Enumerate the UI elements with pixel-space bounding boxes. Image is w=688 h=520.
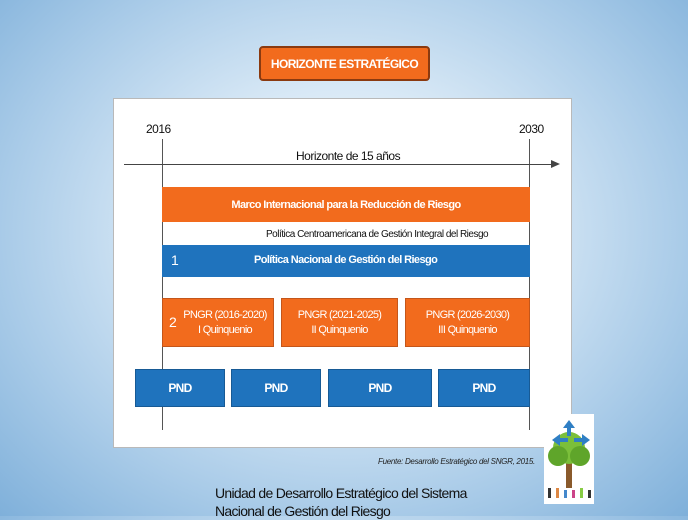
start-year: 2016 xyxy=(146,122,171,136)
timeline-axis xyxy=(124,164,552,165)
pngr-period: PNGR (2026-2030) xyxy=(425,308,510,321)
tree-logo-icon xyxy=(544,414,594,504)
pngr-number: 2 xyxy=(169,314,177,330)
politica-nacional-number: 1 xyxy=(171,252,179,268)
politica-nacional-bar xyxy=(162,245,530,277)
pnd-box-4: PND xyxy=(438,369,530,407)
pngr-box-1 xyxy=(162,298,274,347)
pngr-period: PNGR (2016-2020) xyxy=(183,308,267,321)
pngr-quinquenio: II Quinquenio xyxy=(311,323,368,336)
arrow-right-icon xyxy=(551,160,560,168)
politica-centroamericana-label: Política Centroamericana de Gestión Integral del Riesgo xyxy=(266,229,489,240)
pngr-quinquenio: I Quinquenio xyxy=(198,323,252,336)
pnd-box-1: PND xyxy=(135,369,225,407)
source-note: Fuente: Desarrollo Estratégico del SNGR, 2015. xyxy=(378,457,535,466)
pngr-quinquenio: III Quinquenio xyxy=(438,323,497,336)
politica-nacional-label: Política Nacional de Gestión del Riesgo xyxy=(254,254,438,266)
footer-org-name: Unidad de Desarrollo Estratégico del Sistema Nacional de Gestión del Riesgo xyxy=(215,485,467,519)
organization-logo xyxy=(544,414,594,504)
pnd-box-3: PND xyxy=(328,369,432,407)
pnd-box-2: PND xyxy=(231,369,321,407)
diagram-title: HORIZONTE ESTRATÉGICO xyxy=(259,46,430,81)
marco-internacional-bar: Marco Internacional para la Reducción de Riesgo xyxy=(162,187,530,222)
end-year: 2030 xyxy=(519,122,544,136)
horizon-label: Horizonte de 15 años xyxy=(296,149,401,163)
pngr-box-2 xyxy=(281,298,398,347)
pngr-box-3 xyxy=(405,298,530,347)
pngr-period: PNGR (2021-2025) xyxy=(297,308,382,321)
